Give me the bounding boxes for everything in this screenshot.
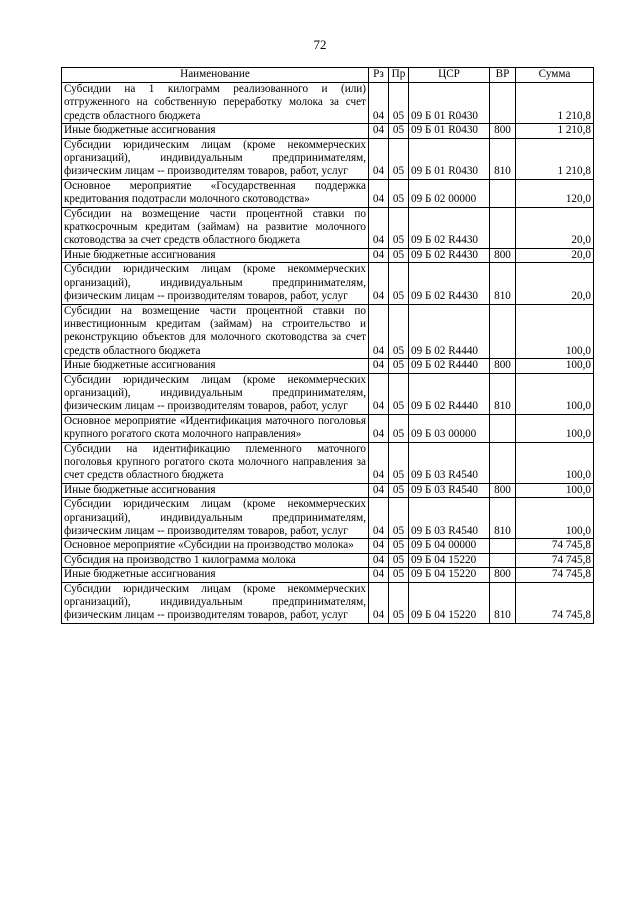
row-vr [490,414,516,442]
row-name: Субсидии юридическим лицам (кроме некоммерческих организаций), индивидуальным предпринимателям, физическим лицам -- производителям товаров, работ, услуг [62,582,369,623]
row-csr: 09 Б 03 00000 [409,414,490,442]
row-pr: 05 [389,483,409,497]
row-rz: 04 [369,414,389,442]
row-vr: 810 [490,498,516,539]
row-csr: 09 Б 03 R4540 [409,483,490,497]
table-row [62,359,594,373]
row-sum: 100,0 [516,442,594,483]
row-rz: 04 [369,207,389,248]
page-number: 72 [313,37,327,52]
row-name: Иные бюджетные ассигнования [62,483,369,497]
row-csr: 09 Б 01 R0430 [409,124,490,138]
row-rz: 04 [369,582,389,623]
row-name: Основное мероприятие «Идентификация маточного поголовья крупного рогатого скота молочного направления» [62,414,369,442]
row-sum: 100,0 [516,304,594,359]
row-rz: 04 [369,553,389,567]
row-pr: 05 [389,179,409,207]
row-vr [490,539,516,553]
row-vr [490,83,516,124]
row-name: Иные бюджетные ассигнования [62,248,369,262]
table-row [62,263,594,304]
row-pr: 05 [389,498,409,539]
table-row [62,83,594,124]
budget-table [61,67,594,624]
row-name: Субсидии юридическим лицам (кроме некоммерческих организаций), индивидуальным предпринимателям, физическим лицам -- производителям товаров, работ, услуг [62,373,369,414]
header-pr: Пр [389,68,409,83]
row-name: Субсидии на возмещение части процентной ставки по краткосрочным кредитам (займам) на развитие молочного скотоводства за счет средств областного бюджета [62,207,369,248]
row-rz: 04 [369,304,389,359]
row-csr: 09 Б 02 R4440 [409,373,490,414]
row-rz: 04 [369,179,389,207]
row-pr: 05 [389,582,409,623]
header-rz: Рз [369,68,389,83]
row-csr: 09 Б 04 15220 [409,582,490,623]
row-pr: 05 [389,263,409,304]
row-rz: 04 [369,263,389,304]
header-csr: ЦСР [409,68,490,83]
row-vr: 800 [490,483,516,497]
table-header-row [62,68,594,83]
row-vr [490,304,516,359]
row-sum: 20,0 [516,263,594,304]
row-csr: 09 Б 02 R4430 [409,207,490,248]
row-csr: 09 Б 03 R4540 [409,442,490,483]
row-csr: 09 Б 01 R0430 [409,138,490,179]
row-sum: 100,0 [516,483,594,497]
row-vr [490,553,516,567]
row-name: Субсидии юридическим лицам (кроме некоммерческих организаций), индивидуальным предпринимателям, физическим лицам -- производителям товаров, работ, услуг [62,263,369,304]
row-csr: 09 Б 04 15220 [409,568,490,582]
table-row [62,568,594,582]
row-sum: 74 745,8 [516,539,594,553]
row-vr: 810 [490,263,516,304]
row-pr: 05 [389,359,409,373]
row-pr: 05 [389,539,409,553]
header-sum: Сумма [516,68,594,83]
row-sum: 100,0 [516,498,594,539]
row-sum: 74 745,8 [516,568,594,582]
row-rz: 04 [369,124,389,138]
table-row [62,553,594,567]
row-csr: 09 Б 01 R0430 [409,83,490,124]
row-csr: 09 Б 04 15220 [409,553,490,567]
row-sum: 1 210,8 [516,83,594,124]
row-rz: 04 [369,539,389,553]
row-sum: 74 745,8 [516,582,594,623]
table-row [62,483,594,497]
row-csr: 09 Б 03 R4540 [409,498,490,539]
row-name: Субсидии юридическим лицам (кроме некоммерческих организаций), индивидуальным предпринимателям, физическим лицам -- производителям товаров, работ, услуг [62,498,369,539]
row-vr: 800 [490,248,516,262]
row-name: Субсидии на возмещение части процентной ставки по инвестиционным кредитам (займам) на строительство и реконструкцию объектов для молочного скотоводства за счет средств областного бюджета [62,304,369,359]
table-row [62,138,594,179]
row-vr [490,442,516,483]
row-sum: 74 745,8 [516,553,594,567]
table-row [62,582,594,623]
row-vr: 810 [490,373,516,414]
row-csr: 09 Б 02 R4430 [409,248,490,262]
row-sum: 20,0 [516,207,594,248]
row-name: Субсидии на 1 килограмм реализованного и (или) отгруженного на собственную переработку молока за счет средств областного бюджета [62,83,369,124]
row-rz: 04 [369,442,389,483]
row-sum: 1 210,8 [516,138,594,179]
row-pr: 05 [389,207,409,248]
row-pr: 05 [389,553,409,567]
row-pr: 05 [389,442,409,483]
table-row [62,539,594,553]
row-name: Иные бюджетные ассигнования [62,124,369,138]
row-csr: 09 Б 02 R4440 [409,304,490,359]
table-row [62,373,594,414]
row-csr: 09 Б 02 R4430 [409,263,490,304]
row-name: Иные бюджетные ассигнования [62,568,369,582]
row-vr: 800 [490,359,516,373]
header-name: Наименование [62,68,369,83]
row-rz: 04 [369,138,389,179]
row-vr [490,179,516,207]
row-vr [490,207,516,248]
row-sum: 1 210,8 [516,124,594,138]
row-pr: 05 [389,248,409,262]
row-sum: 100,0 [516,373,594,414]
row-name: Субсидии на идентификацию племенного маточного поголовья крупного рогатого скота молочного направления за счет средств областного бюджета [62,442,369,483]
table-row [62,442,594,483]
row-name: Иные бюджетные ассигнования [62,359,369,373]
table-row [62,124,594,138]
table-row [62,179,594,207]
row-vr: 810 [490,582,516,623]
row-name: Основное мероприятие «Субсидии на производство молока» [62,539,369,553]
row-vr: 800 [490,568,516,582]
row-pr: 05 [389,304,409,359]
row-pr: 05 [389,124,409,138]
row-name: Основное мероприятие «Государственная поддержка кредитования подотрасли молочного скотоводства» [62,179,369,207]
row-rz: 04 [369,248,389,262]
header-vr: ВР [490,68,516,83]
row-sum: 100,0 [516,359,594,373]
table-row [62,414,594,442]
row-pr: 05 [389,83,409,124]
row-rz: 04 [369,498,389,539]
row-name: Субсидии юридическим лицам (кроме некоммерческих организаций), индивидуальным предпринимателям, физическим лицам -- производителям товаров, работ, услуг [62,138,369,179]
row-pr: 05 [389,414,409,442]
row-csr: 09 Б 02 R4440 [409,359,490,373]
row-vr: 810 [490,138,516,179]
row-rz: 04 [369,568,389,582]
row-sum: 20,0 [516,248,594,262]
row-rz: 04 [369,373,389,414]
table-row [62,498,594,539]
table-row [62,207,594,248]
row-csr: 09 Б 04 00000 [409,539,490,553]
row-rz: 04 [369,359,389,373]
row-rz: 04 [369,83,389,124]
row-sum: 100,0 [516,414,594,442]
row-vr: 800 [490,124,516,138]
row-pr: 05 [389,138,409,179]
row-pr: 05 [389,568,409,582]
table-row [62,304,594,359]
row-rz: 04 [369,483,389,497]
row-sum: 120,0 [516,179,594,207]
table-row [62,248,594,262]
row-pr: 05 [389,373,409,414]
row-csr: 09 Б 02 00000 [409,179,490,207]
row-name: Субсидия на производство 1 килограмма молока [62,553,369,567]
